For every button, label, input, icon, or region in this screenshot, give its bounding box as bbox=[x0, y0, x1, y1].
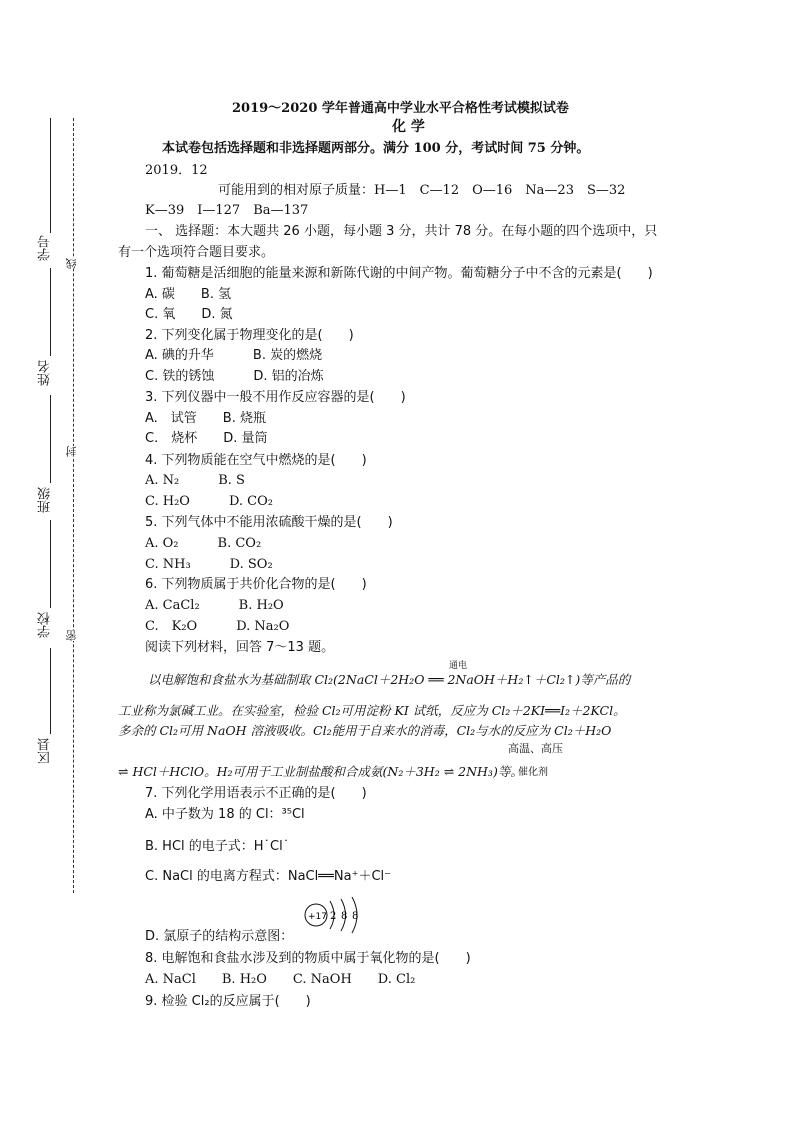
exam-title: 2019～2020 学年普通高中学业水平合格性考试模拟试卷 bbox=[232, 101, 569, 116]
arrow-label-conditions-bottom: 催化剂 bbox=[518, 767, 548, 778]
q4-stem: 4. 下列物质能在空气中燃烧的是( ) bbox=[145, 453, 367, 468]
school-label: 学校 bbox=[38, 612, 53, 638]
material-line-4: ⇌ HCl＋HClO。H₂可用于工业制盐酸和合成氨(N₂＋3H₂ ⇌ 2NH₃)等。 bbox=[118, 764, 523, 779]
arrow-label-electrolysis: 通电 bbox=[449, 661, 468, 671]
student-id-label: 学号 bbox=[38, 235, 53, 261]
name-label: 姓名 bbox=[38, 360, 53, 386]
q2-options-c: C. 铁的锈蚀 D. 铝的冶炼 bbox=[145, 369, 324, 384]
shell-2-electrons: 8 bbox=[341, 911, 348, 922]
district-blank[interactable] bbox=[50, 648, 51, 734]
q7-stem: 7. 下列化学用语表示不正确的是( ) bbox=[145, 786, 367, 801]
q1-options-c: C. 氧 D. 氮 bbox=[145, 307, 233, 322]
seal-line-mark: 线 bbox=[65, 258, 78, 269]
q8-stem: 8. 电解饱和食盐水涉及到的物质中属于氧化物的是( ) bbox=[145, 951, 471, 966]
q6-stem: 6. 下列物质属于共价化合物的是( ) bbox=[145, 577, 367, 592]
class-label: 班级 bbox=[38, 487, 53, 513]
q3-stem: 3. 下列仪器中一般不用作反应容器的是( ) bbox=[145, 390, 406, 405]
material-line-2: 工业称为氯碱工业。在实验室，检验 Cl₂可用淀粉 KI 试纸，反应为 Cl₂＋2KI══I₂＋2KCl。 bbox=[118, 703, 626, 718]
q6-options-c: C. K₂O D. Na₂O bbox=[145, 619, 290, 634]
district-label: 区县 bbox=[38, 738, 53, 764]
q2-stem: 2. 下列变化属于物理变化的是( ) bbox=[145, 328, 354, 343]
binding-line bbox=[73, 118, 74, 893]
q6-options-a: A. CaCl₂ B. H₂O bbox=[145, 598, 284, 613]
student-id-blank[interactable] bbox=[50, 118, 51, 233]
q4-options-a: A. N₂ B. S bbox=[145, 473, 245, 488]
exam-date: 2019．12 bbox=[145, 163, 208, 178]
section-instruction-2: 有一个选项符合题目要求。 bbox=[118, 245, 275, 260]
q5-options-a: A. O₂ B. CO₂ bbox=[145, 536, 262, 551]
atomic-masses-1: 可能用到的相对原子质量：H—1 C—12 O—16 Na—23 S—32 bbox=[218, 183, 626, 198]
name-blank[interactable] bbox=[50, 268, 51, 356]
subject-title: 化 学 bbox=[392, 119, 425, 135]
q7-option-a: A. 中子数为 18 的 Cl：³⁵Cl bbox=[145, 807, 305, 822]
seal-mi-mark: 密 bbox=[65, 630, 78, 641]
chlorine-atom-structure-diagram bbox=[300, 893, 370, 943]
shell-3-electrons: 8 bbox=[352, 911, 359, 922]
q3-options-c: C. 烧杯 D. 量筒 bbox=[145, 431, 268, 446]
nucleus-charge: +17 bbox=[308, 912, 327, 922]
atomic-masses-2: K—39 I—127 Ba—137 bbox=[145, 203, 309, 218]
q9-stem: 9. 检验 Cl₂的反应属于( ) bbox=[145, 994, 311, 1009]
class-blank[interactable] bbox=[50, 395, 51, 483]
seal-feng-mark: 封 bbox=[65, 446, 78, 457]
shell-1-electrons: 2 bbox=[330, 911, 337, 922]
material-line-1: 以电解饱和食盐水为基础制取 Cl₂(2NaCl＋2H₂O ══ 2NaOH＋H₂↑＋Cl₂↑)等产品的 bbox=[148, 672, 631, 687]
q7-option-b: B. HCl 的电子式：H˙Cl˙ bbox=[145, 839, 290, 854]
q7-option-c: C. NaCl 的电离方程式：NaCl══Na⁺＋Cl⁻ bbox=[145, 869, 391, 884]
q7-option-d: D. 氯原子的结构示意图： bbox=[145, 929, 294, 944]
school-blank[interactable] bbox=[50, 520, 51, 608]
q1-options-a: A. 碳 B. 氢 bbox=[145, 287, 232, 302]
q3-options-a: A. 试管 B. 烧瓶 bbox=[145, 411, 266, 426]
q8-options: A. NaCl B. H₂O C. NaOH D. Cl₂ bbox=[145, 972, 416, 987]
q1-stem: 1. 葡萄糖是活细胞的能量来源和新陈代谢的中间产物。葡萄糖分子中不含的元素是( ) bbox=[145, 266, 653, 281]
q4-options-c: C. H₂O D. CO₂ bbox=[145, 494, 273, 509]
q2-options-a: A. 碘的升华 B. 炭的燃烧 bbox=[145, 348, 323, 363]
material-line-3: 多余的 Cl₂可用 NaOH 溶液吸收。Cl₂能用于自来水的消毒，Cl₂与水的反应为 Cl₂＋H₂O bbox=[118, 723, 612, 738]
read-material-instruction: 阅读下列材料，回答 7～13 题。 bbox=[145, 640, 335, 655]
arrow-label-conditions-top: 高温、高压 bbox=[508, 742, 563, 755]
q5-stem: 5. 下列气体中不能用浓硫酸干燥的是( ) bbox=[145, 515, 393, 530]
section-instruction-1: 一、 选择题：本大题共 26 小题，每小题 3 分，共计 78 分。在每小题的四个选项中，只 bbox=[145, 224, 658, 239]
q5-options-c: C. NH₃ D. SO₂ bbox=[145, 557, 273, 572]
exam-intro: 本试卷包括选择题和非选择题两部分。满分 100 分，考试时间 75 分钟。 bbox=[162, 141, 590, 156]
